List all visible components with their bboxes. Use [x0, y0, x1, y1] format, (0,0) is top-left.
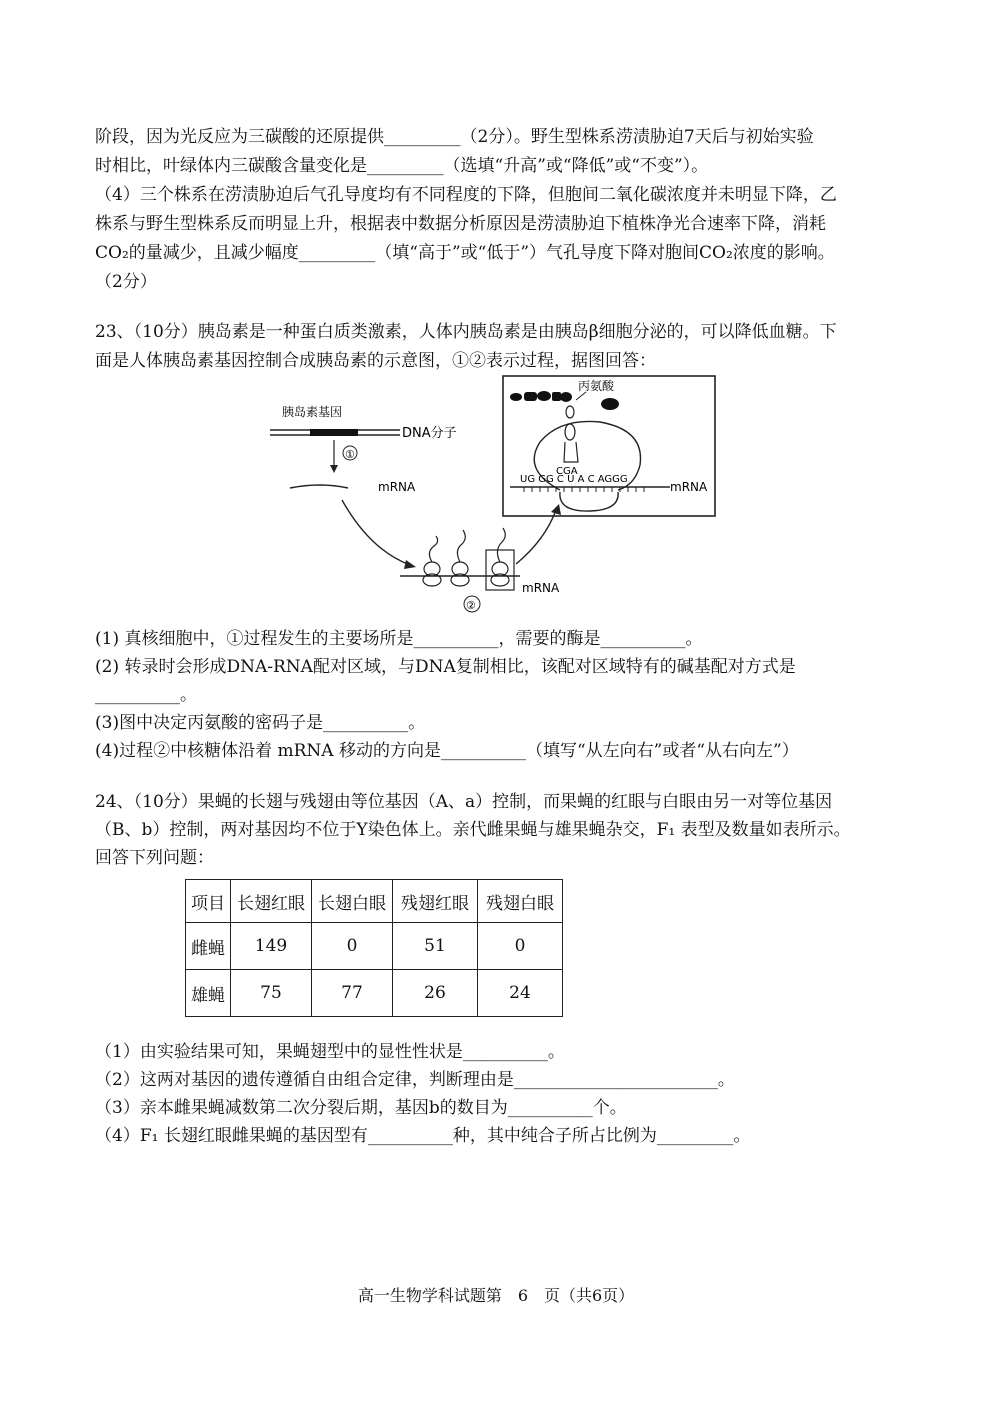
table-header-cell: 长翅白眼: [312, 880, 393, 923]
q23-sub2-line-2: __________。: [95, 685, 197, 705]
curve-arrowhead-2: [551, 504, 561, 515]
page-footer: 高一生物学科试题第 6 页（共6页）: [357, 1286, 635, 1305]
q24-sub2: （2）这两对基因的遗传遵循自由组合定律，判断理由是________________________。: [95, 1070, 735, 1090]
ribosome-3: [491, 528, 509, 586]
table-cell: 77: [312, 970, 393, 1017]
trna: [564, 406, 578, 462]
mrna-strand-1: [290, 485, 348, 488]
q23-sub2-line-1: (2) 转录时会形成DNA-RNA配对区域，与DNA复制相比，该配对区域特有的碱基配对方式是: [95, 657, 796, 677]
step1-label: ①: [345, 448, 355, 461]
anticodon-label: CGA: [556, 466, 578, 477]
paragraph-line-4: 株系与野生型株系反而明显上升，根据表中数据分析原因是涝渍胁迫下植株净光合速率下降，消耗: [95, 214, 826, 234]
alanine-molecule: [601, 398, 619, 410]
transcription-arrowhead: [330, 465, 338, 473]
q23-sub3: (3)图中决定丙氨酸的密码子是__________。: [95, 713, 426, 733]
highlight-box: [486, 550, 514, 590]
table-cell: 51: [393, 923, 478, 970]
dna-label: DNA分子: [402, 426, 457, 441]
ribosome-2: [451, 530, 469, 586]
table-cell: 26: [393, 970, 478, 1017]
q24-sub1: （1）由实验结果可知，果蝇翅型中的显性性状是__________。: [95, 1042, 565, 1062]
table-header-row: [186, 880, 563, 923]
table-row: [186, 970, 563, 1017]
table-header-cell: 残翅白眼: [478, 880, 563, 923]
paragraph-line-3: （4）三个株系在涝渍胁迫后气孔导度均有不同程度的下降，但胞间二氧化碳浓度并未明显下降，乙: [95, 185, 837, 205]
mrna-label-3: mRNA: [670, 480, 708, 494]
paragraph-line-5: CO₂的量减少，且减少幅度_________（填“高于”或“低于”）气孔导度下降对胞间CO₂浓度的影响。: [95, 243, 835, 263]
paragraph-line-6: （2分）: [95, 272, 157, 292]
table-cell: 0: [312, 923, 393, 970]
peptide-chain: [510, 391, 572, 402]
alanine-pointer: [576, 392, 586, 400]
table-header-cell: 残翅红眼: [393, 880, 478, 923]
table-cell: 24: [478, 970, 563, 1017]
table-header-cell: 长翅红眼: [231, 880, 312, 923]
insulin-gene-segment: [310, 429, 358, 436]
paragraph-line-2: 时相比，叶绿体内三碳酸含量变化是_________（选填“升高”或“降低”或“不变”）。: [95, 156, 709, 176]
q24-sub3: （3）亲本雌果蝇减数第二次分裂后期，基因b的数目为__________个。: [95, 1098, 627, 1118]
q24-intro-line-1: 24、（10分）果蝇的长翅与残翅由等位基因（A、a）控制，而果蝇的红眼与白眼由另一对等位基因: [95, 792, 833, 812]
gene-label: 胰岛素基因: [282, 405, 343, 419]
q23-intro-line-2: 面是人体胰岛素基因控制合成胰岛素的示意图，①②表示过程，据图回答：: [95, 351, 656, 371]
step2-label: ②: [466, 599, 476, 612]
table-cell: 雄蝇: [186, 970, 231, 1017]
table-cell: 0: [478, 923, 563, 970]
ribosome-1: [423, 536, 441, 586]
phenotype-table: [185, 879, 563, 1017]
table-row: [186, 923, 563, 970]
mrna-sequence: UG GG C U A C AGGG: [520, 474, 628, 485]
curve-arrow-1: [342, 500, 410, 565]
q23-sub1: (1) 真核细胞中，①过程发生的主要场所是__________，需要的酶是__________。: [95, 629, 703, 649]
q24-sub4: （4）F₁ 长翅红眼雌果蝇的基因型有__________种，其中纯合子所占比例为_________。: [95, 1126, 751, 1146]
alanine-label: 丙氨酸: [578, 379, 615, 393]
table-header-cell: 项目: [186, 880, 231, 923]
q24-intro-line-2: （B、b）控制，两对基因均不位于Y染色体上。亲代雌果蝇与雄果蝇杂交，F₁ 表型及数量如表所示。: [95, 820, 851, 840]
q23-intro-line-1: 23、（10分）胰岛素是一种蛋白质类激素，人体内胰岛素是由胰岛β细胞分泌的，可以降低血糖。下: [95, 322, 837, 342]
table-cell: 75: [231, 970, 312, 1017]
ribosome-small-subunit: [560, 492, 618, 511]
table-cell: 雌蝇: [186, 923, 231, 970]
curve-arrowhead-1: [404, 560, 416, 569]
insulin-synthesis-diagram: [260, 370, 730, 620]
q24-intro-line-3: 回答下列问题：: [95, 848, 214, 868]
mrna-label-1: mRNA: [378, 480, 416, 494]
mrna-label-2: mRNA: [522, 581, 560, 595]
table-cell: 149: [231, 923, 312, 970]
q23-sub4: (4)过程②中核糖体沿着 mRNA 移动的方向是__________（填写“从左向右”或者“从右向左”）: [95, 741, 799, 761]
paragraph-line-1: 阶段，因为光反应为三碳酸的还原提供_________（2分）。野生型株系涝渍胁迫7天后与初始实验: [95, 127, 814, 147]
curve-arrow-2: [516, 510, 556, 564]
